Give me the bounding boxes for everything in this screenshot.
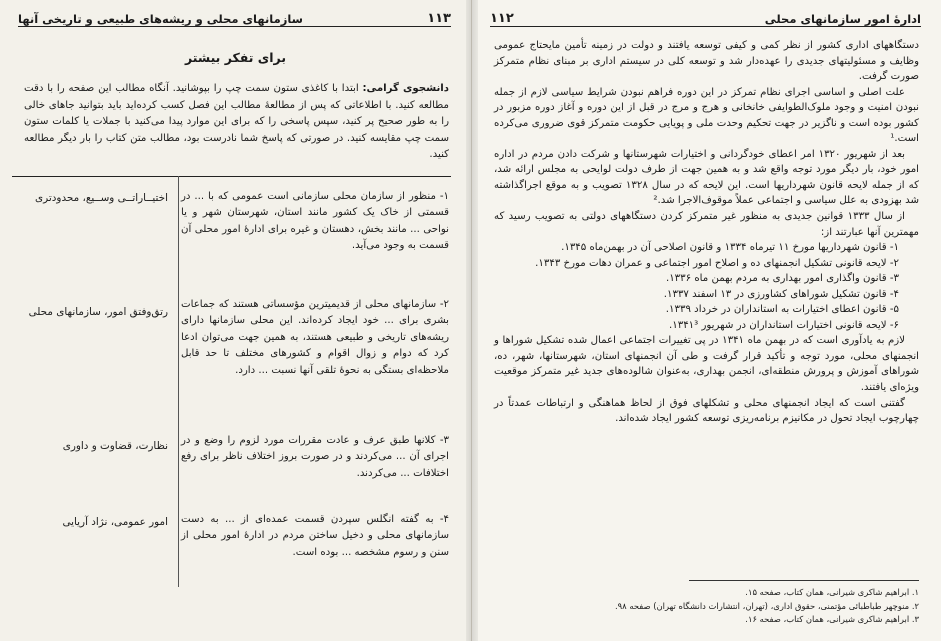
body-paragraph-2: علت اصلی و اساسی اجرای نظام تمرکز در این دوره فراهم نبودن شرایط سیاسی لازم از جمله نبودن امنیت و وجود ملوک‌الطوایفی خانخانی و هرج و مرج در قبل از این دوره و آغاز دوره مزبور در کشور بوده است و ناگزیر در جهت تحکیم وحدت ملی و پویایی حکومت متمرکز قوی ضروری می‌کرده است.¹ <box>494 86 919 145</box>
intro-paragraph <box>24 81 449 164</box>
right-page-header <box>490 6 921 27</box>
footnote-3: ۳. ابراهیم شاکری شیرانی، همان کتاب، صفحه ۱۶. <box>745 614 919 625</box>
question-4: ۴- به گفته انگلس سپردن قسمت عمده‌ای از ... به دست سازمانهای محلی و دخیل ساختن مردم در ادارهٔ امور محلی از سنن و رسوم مشخصه ... بوده است. <box>181 514 449 558</box>
answer-4: امور عمومی، نژاد آریایی <box>62 516 168 528</box>
section-title: برای تفکر بیشتر <box>184 50 287 65</box>
question-2: ۲- سازمانهای محلی از قدیمیترین مؤسساتی هستند که جماعات بشری برای ... خود ایجاد کرده‌اند. این محلی سازمانها دارای ریشه‌های تاریخی و طبیعی هستند، به همین جهت می‌توان ادعا کرد که دوام و زوال اقوام و کشورهای مختلف تا حد قابل ملاحظه‌ای بستگی به نحوهٔ تلقی آنها نسبت ... دارد. <box>181 299 449 376</box>
question-3: ۳- کلانها طبق عرف و عادت مقررات مورد لزوم را وضع و در اجرای آن ... می‌کردند و در صورت بروز اختلاف ناظر برای رفع اختلافات ... می‌کردند. <box>181 435 449 479</box>
exercise-top-rule <box>12 176 451 177</box>
body-paragraph-3: بعد از شهریور ۱۳۲۰ امر اعطای خودگردانی و اختیارات شهرستانها و شرکت دادن مردم در اداره امور خود، بار دیگر مورد توجه واقع شد و به همین جهت از طرف دولت لوایحی به مجلس ارائه شد، که از جمله لایحه قانون شهرداریها است. این لایحه که در سال ۱۳۲۸ تصویب و به موقع اجراگذاشته شد بهزودی به علل سیاسی و اجتماعی عملاً موقوف‌الاجرا شد.² <box>494 148 919 207</box>
intro-lead: دانشجوی گرامی: <box>362 83 449 94</box>
question-1: ۱- منظور از سازمان محلی سازمانی است عمومی که با ... در قسمتی از خاک یک کشور مانند استان، شهرستان شهر و یا نواحی ... مانند بخش، دهستان و غیره برای ادارهٔ امور محلی آن قسمت به وجود می‌آید. <box>181 191 449 252</box>
body-paragraph-5: لازم به یادآوری است که در بهمن ماه ۱۳۴۱ در پی تغییرات اجتماعی اعمال شده تشکیل شوراها و انجمنهای محلی، مورد توجه و تأکید قرار گرفت و طی آن انجمنهای استان، شهرستانها، شهر، ده، شوراهای آموزش و پرورش منطقه‌ای، انجمن بهداری، به‌عنوان شالوده‌های جدید غیر متمرکز موقعیت ویژه‌ای یافتند. <box>494 335 919 394</box>
body-paragraph-6: گفتنی است که ایجاد انجمنهای محلی و تشکلهای فوق از لحاظ هماهنگی و ارتباطات عمدتاً در چهارچوب ایجاد تحول در مکانیزم برنامه‌ریزی توسعه کشور ایجاد شده‌اند. <box>494 397 919 425</box>
footnote-1: ۱. ابراهیم شاکری شیرانی، همان کتاب، صفحه ۱۵. <box>745 587 919 597</box>
right-page-number: ۱۱۲ <box>490 11 514 26</box>
answer-3: نظارت، قضاوت و داوری <box>62 440 168 452</box>
answer-2: رتق‌وفتق امور، سازمانهای محلی <box>28 306 168 318</box>
law-list-item-5: ۵- قانون اعطای اختیارات به استانداران در خرداد ۱۳۳۹. <box>665 304 899 316</box>
answer-1: اختیــاراتــی وســیع، محدودتری <box>35 192 168 204</box>
right-running-head: ادارهٔ امور سازمانهای محلی <box>764 12 921 26</box>
right-page-body <box>494 38 919 427</box>
footnote-rule <box>689 580 919 581</box>
law-list-item-2: ۲- لایحه قانونی تشکیل انجمنهای ده و اصلاح امور اجتماعی و عمران دهات مورخ ۱۳۴۳. <box>535 257 899 269</box>
left-running-head: سازمانهای محلی و ریشه‌های طبیعی و تاریخی آنها <box>18 12 303 26</box>
body-paragraph-4: از سال ۱۳۳۳ قوانین جدیدی به منظور غیر متمرکز کردن دستگاههای دولتی به تصویب رسید که مهمترین آنها عبارتند از: <box>494 211 919 238</box>
footnote-2: ۲. منوچهر طباطبائی مؤتمنی، حقوق اداری، (تهران، انتشارات دانشگاه تهران) صفحه ۹۸. <box>615 600 919 611</box>
law-list-item-1: ۱- قانون شهرداریها مورخ ۱۱ تیرماه ۱۳۳۴ و قانون اصلاحی آن در بهمن‌ماه ۱۳۴۵. <box>561 242 899 254</box>
intro-text: ابتدا با کاغذی ستون سمت چپ را بپوشانید. آنگاه مطالب این صفحه را با دقت مطالعه کنید. با اطلاعاتی که پس از مطالعهٔ مطالب این فصل کسب کرده‌اید باید بتوانید جاهای خالی را به طور صحیح پر کنید، سپس پاسخی را که برای این موارد پیدا می‌کنید با جملات یا کلمات ستون سمت چپ مقایسه کنید. در صورتی که پاسخ شما نادرست بود، مطالب متن کتاب را بار دیگر مطالعه کنید. <box>24 83 449 161</box>
column-divider <box>178 176 179 587</box>
law-list-item-6: ۶- لایحه قانونی اختیارات استانداران در شهریور ۱۳۴۱³. <box>669 319 899 331</box>
left-page-header <box>18 6 451 27</box>
footnotes <box>494 586 919 627</box>
right-page <box>472 0 941 641</box>
law-list-item-3: ۳- قانون واگذاری امور بهداری به مردم بهمن ماه ۱۳۳۶. <box>665 273 899 285</box>
book-gutter <box>466 0 478 641</box>
body-paragraph-1: دستگاههای اداری کشور از نظر کمی و کیفی توسعه یافتند و دولت در زمینه تأمین مایحتاج عمومی وظایف و مسئولیتهای جدیدی را عهده‌دار شد و توسعه کلی در سیستم اداری بر مبنای نظام متمرکز صورت گرفت. <box>494 40 919 83</box>
left-page-number: ۱۱۳ <box>427 11 451 26</box>
law-list-item-4: ۴- قانون تشکیل شوراهای کشاورزی در ۱۳ اسفند ۱۳۳۷. <box>663 288 899 300</box>
